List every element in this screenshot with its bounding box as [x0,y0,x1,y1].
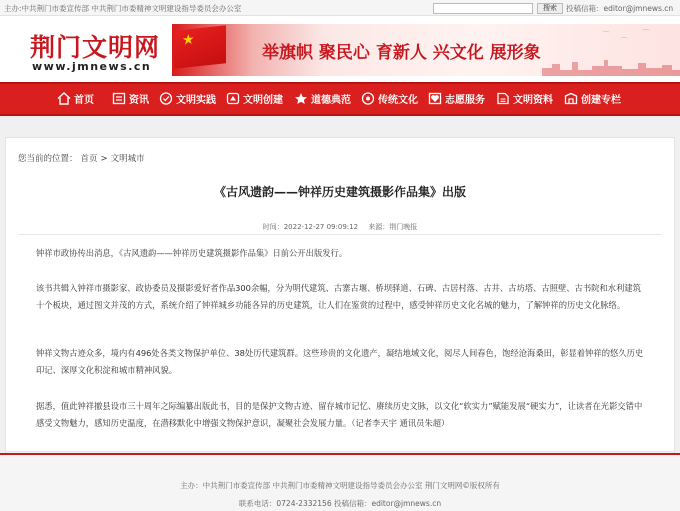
breadcrumb-current-link[interactable]: 文明城市 [110,154,145,164]
data-icon [496,92,510,105]
article-title: 《古风遗韵——钟祥历史建筑摄影作品集》出版 [213,185,466,199]
bird-icon: ⌒ [620,37,628,46]
nav-label: 资讯 [129,95,149,106]
article-source: 来源：荆门晚报 [368,223,418,231]
model-icon [294,92,308,105]
nav-label: 首页 [74,95,94,106]
search-button[interactable]: 搜索 [537,3,563,14]
article-paragraph-1: 钟祥市政协传出消息，《古风遗韵——钟祥历史建筑摄影作品集》日前公开出版发行。 [36,248,348,258]
slogan-banner [172,24,680,76]
nav-label: 文明资料 [513,95,553,106]
article-paragraph-2: 该书共辑入钟祥市摄影家、政协委员及摄影爱好者作品300余幅，分为明代建筑、古寨古堰、桥坝驿道、石碑、古居村落、古井、古坊塔、古照壁、古书院和水利建筑十个板块，通过图文并茂的方式，系统介绍了钟祥城乡功能各异的历史建筑，让人们在鉴赏的过程中，感受钟祥历史文化名城的魅力，了解钟祥的历史文化脉络。 [36,283,641,310]
footer-sponsors: 主办：中共荆门市委宣传部 中共荆门市委精神文明建设指导委员会办公室 荆门文明网©版权所有 [180,481,500,490]
flag-icon [174,25,226,68]
create-icon [226,92,240,105]
nav-item-model[interactable] [294,92,351,108]
star-icon: ★ [182,31,195,49]
news-icon [112,92,126,105]
article-meta [6,222,674,232]
search-input[interactable] [433,3,533,14]
slogan-text: 举旗帜 聚民心 育新人 兴文化 展形象 [262,43,541,63]
bird-icon: ⌒ [602,31,610,40]
nav-item-culture[interactable] [361,92,418,108]
practice-icon [159,92,173,105]
main-nav [0,82,680,116]
breadcrumb-separator: > [100,154,108,164]
nav-item-column[interactable] [564,92,621,108]
divider [18,234,662,235]
bird-icon: ⌒ [642,29,650,38]
nav-label: 传统文化 [378,95,418,106]
nav-item-data[interactable] [496,92,553,108]
breadcrumb-home-link[interactable]: 首页 [80,154,98,164]
nav-label: 文明创建 [243,95,283,106]
nav-item-home[interactable] [57,92,94,108]
logo-url: www.jmnews.cn [32,60,152,73]
nav-item-news[interactable] [112,92,149,108]
culture-icon [361,92,375,105]
nav-label: 创建专栏 [581,95,621,106]
nav-label: 志愿服务 [445,95,485,106]
nav-item-create[interactable] [226,92,283,108]
breadcrumb [18,152,148,164]
nav-label: 文明实践 [176,95,216,106]
submit-mail-link[interactable]: 投稿信箱：editor@jmnews.cn [566,4,674,13]
breadcrumb-prefix: 您当前的位置： [18,154,78,164]
home-icon [57,92,71,105]
nav-label: 道德典范 [311,95,351,106]
nav-item-practice[interactable] [159,92,216,108]
skyline-decoration [542,56,680,76]
column-icon [564,92,578,105]
article-paragraph-3: 钟祥文物古迹众多，境内有496处各类文物保护单位、38处历代建筑群。这些珍贵的文化遗产，凝结地域文化，阅尽人间春色，饱经沧海桑田，彰显着钟祥的悠久历史印记、深厚文化积淀和城市精神风貌。 [36,348,644,375]
nav-item-volunteer[interactable] [428,92,485,108]
site-header [0,16,680,82]
sponsors-text: 主办:中共荆门市委宣传部 中共荆门市委精神文明建设指导委员会办公室 [4,4,242,13]
site-footer [0,453,680,511]
article-panel [5,137,675,452]
article-time: 时间：2022-12-27 09:09:12 [262,223,359,231]
top-bar [0,0,680,16]
footer-contact: 联系电话：0724-2332156 投稿信箱：editor@jmnews.cn [238,499,442,508]
volunteer-icon [428,92,442,105]
article-paragraph-4: 据悉，值此钟祥撤县设市三十周年之际编纂出版此书，目的是保护文物古迹、留存城市记忆、赓续历史文脉，以文化“软实力”赋能发展“硬实力”，让读者在光影交错中感受文物魅力，感知历史温度，在潜移默化中增强文物保护意识，凝聚社会发展力量。（记者李天宇 通讯员朱超） [36,401,643,428]
logo-title[interactable]: 荆门文明网 [30,33,161,62]
